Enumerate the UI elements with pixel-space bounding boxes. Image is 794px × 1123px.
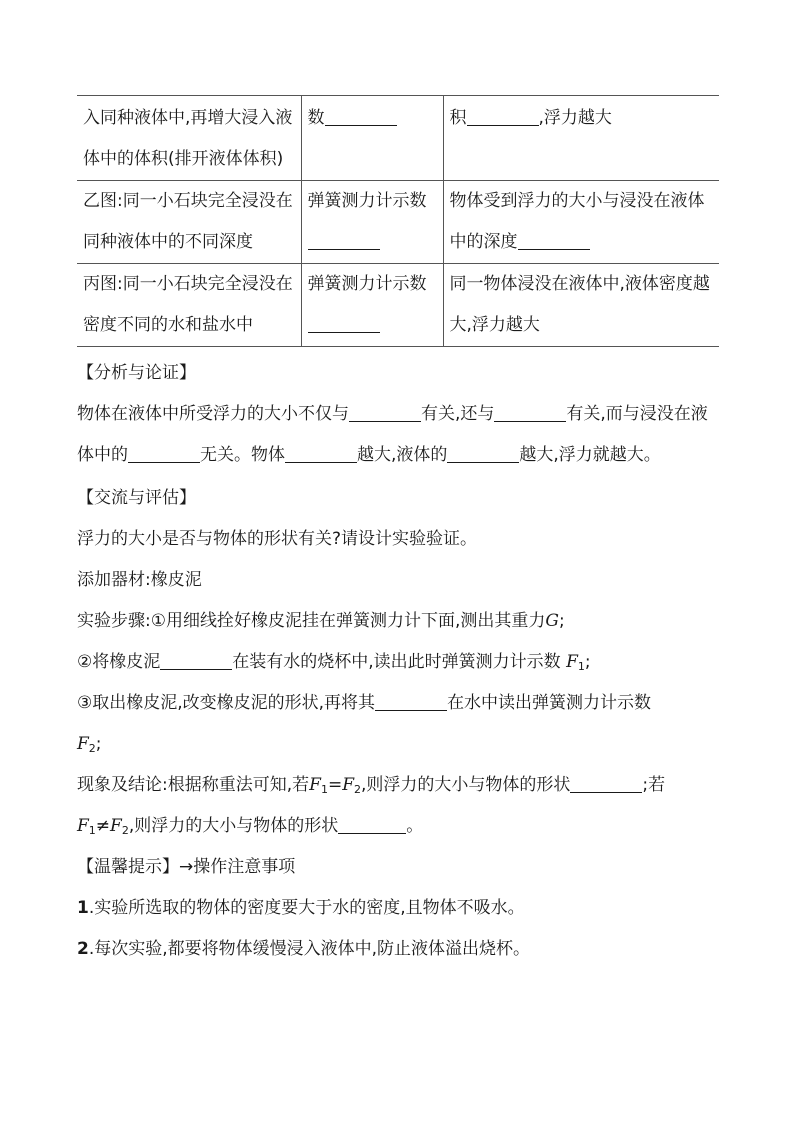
- analysis-paragraph: 物体在液体中所受浮力的大小不仅与 有关,还与 有关,而与浸没在液体中的 无关。物体 越大,液体的 越大,浮力就越大。: [77, 404, 708, 465]
- table-row: [77, 264, 719, 347]
- question-text: 浮力的大小是否与物体的形状有关?请设计实验验证。: [77, 529, 478, 549]
- table-row: [77, 181, 719, 264]
- table-cell-condition: 丙图:同一小石块完全浸没在密度不同的水和盐水中: [77, 264, 301, 347]
- answer-blank: [570, 775, 642, 793]
- table-row: [77, 96, 719, 181]
- answer-blank: [160, 652, 232, 670]
- tip-1: 1.实验所选取的物体的密度要大于水的密度,且物体不吸水。: [77, 898, 525, 918]
- answer-blank: [308, 232, 380, 250]
- section-heading-analysis: 【分析与论证】: [77, 363, 196, 383]
- answer-blank: [338, 816, 406, 834]
- answer-blank: [285, 445, 357, 463]
- section-heading-tips: 【温馨提示】→操作注意事项: [77, 857, 296, 877]
- table-cell-condition: 乙图:同一小石块完全浸没在同种液体中的不同深度: [77, 181, 301, 264]
- section-heading-exchange: 【交流与评估】: [77, 488, 196, 508]
- answer-blank: [494, 404, 566, 422]
- step-2: ②将橡皮泥 在装有水的烧杯中,读出此时弹簧测力计示数 $F_1$;: [77, 652, 591, 673]
- conclusion: 现象及结论:根据称重法可知,若$F_1=F_2$,则浮力的大小与物体的形状 ;若 $F_1\ne F_2$,则浮力的大小与物体的形状 。: [77, 775, 666, 837]
- experiment-table: [77, 95, 719, 347]
- step-1: 实验步骤:①用细线拴好橡皮泥挂在弹簧测力计下面,测出其重力G;: [77, 611, 565, 631]
- answer-blank: [349, 404, 421, 422]
- table-cell-conclusion: 积 ,浮力越大: [443, 96, 719, 181]
- table-cell-conclusion: 同一物体浸没在液体中,液体密度越大,浮力越大: [443, 264, 719, 347]
- table-cell-conclusion: 物体受到浮力的大小与浸没在液体中的深度: [443, 181, 719, 264]
- answer-blank: [467, 108, 539, 126]
- answer-blank: [447, 445, 519, 463]
- answer-blank: [375, 693, 447, 711]
- table-cell-condition: 入同种液体中,再增大浸入液体中的体积(排开液体体积): [77, 96, 301, 181]
- table-cell-reading: 弹簧测力计示数: [301, 264, 443, 347]
- table-cell-reading: 数: [301, 96, 443, 181]
- answer-blank: [518, 232, 590, 250]
- table-cell-reading: 弹簧测力计示数: [301, 181, 443, 264]
- document-page: [77, 95, 719, 970]
- equipment-text: 添加器材:橡皮泥: [77, 570, 202, 590]
- answer-blank: [308, 315, 380, 333]
- step-3: ③取出橡皮泥,改变橡皮泥的形状,再将其 在水中读出弹簧测力计示数 $F_2$;: [77, 693, 652, 755]
- answer-blank: [128, 445, 200, 463]
- tip-2: 2.每次实验,都要将物体缓慢浸入液体中,防止液体溢出烧杯。: [77, 939, 531, 959]
- answer-blank: [325, 108, 397, 126]
